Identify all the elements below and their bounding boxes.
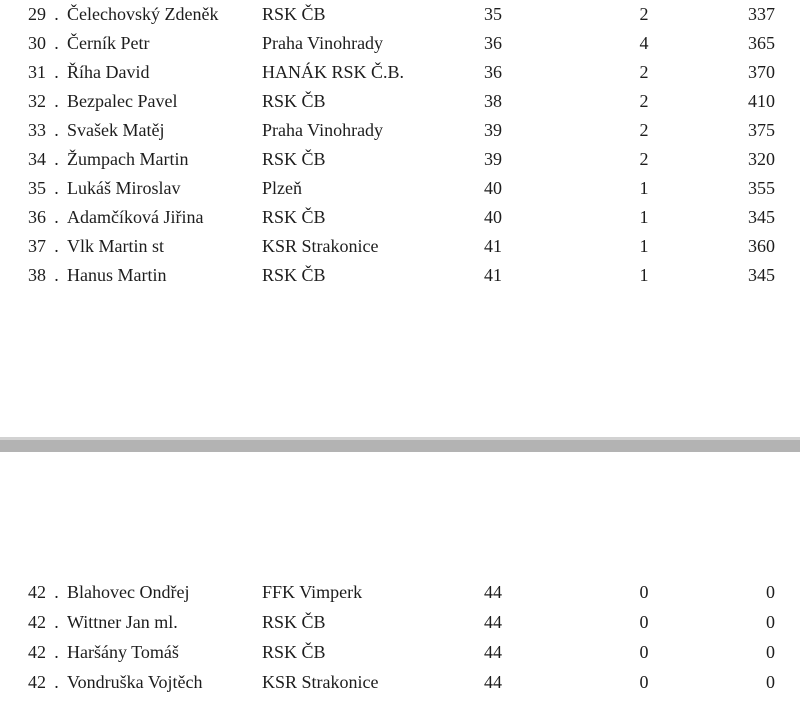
- score-b-cell: 4: [639, 33, 649, 53]
- score-a-cell: 40: [484, 178, 502, 198]
- rank-separator: .: [54, 120, 59, 140]
- score-b-cell: 0: [639, 612, 649, 632]
- score-b-cell: 2: [639, 91, 649, 111]
- rank-separator: .: [54, 612, 59, 632]
- results-row: [0, 667, 800, 697]
- score-c-cell: 370: [748, 62, 775, 82]
- club-cell: FFK Vimperk: [262, 582, 363, 602]
- rank-separator: .: [54, 582, 59, 602]
- club-cell: RSK ČB: [262, 642, 326, 662]
- results-row: [0, 607, 800, 637]
- rank-separator: .: [54, 236, 59, 256]
- club-cell: RSK ČB: [262, 265, 326, 285]
- score-c-cell: 345: [748, 265, 775, 285]
- rank-cell: 42: [28, 612, 46, 632]
- score-b-cell: 0: [639, 672, 649, 692]
- club-cell: RSK ČB: [262, 612, 326, 632]
- rank-cell: 35: [28, 178, 46, 198]
- score-b-cell: 1: [639, 178, 649, 198]
- score-a-cell: 44: [484, 612, 502, 632]
- club-cell: RSK ČB: [262, 91, 326, 111]
- rank-cell: 38: [28, 265, 46, 285]
- page-break-bar: [0, 437, 800, 452]
- score-b-cell: 1: [639, 265, 649, 285]
- score-c-cell: 365: [748, 33, 775, 53]
- club-cell: Praha Vinohrady: [262, 33, 384, 53]
- player-name-cell: Blahovec Ondřej: [67, 582, 190, 602]
- results-row: [0, 577, 800, 607]
- score-a-cell: 44: [484, 642, 502, 662]
- results-row: [0, 58, 800, 87]
- rank-cell: 32: [28, 91, 46, 111]
- results-row: [0, 232, 800, 261]
- score-b-cell: 2: [639, 120, 649, 140]
- score-a-cell: 36: [484, 33, 502, 53]
- results-row: [0, 145, 800, 174]
- score-c-cell: 0: [766, 672, 775, 692]
- score-b-cell: 2: [639, 149, 649, 169]
- player-name-cell: Adamčíková Jiřina: [67, 207, 204, 227]
- score-b-cell: 1: [639, 207, 649, 227]
- club-cell: Plzeň: [262, 178, 302, 198]
- rank-cell: 42: [28, 582, 46, 602]
- rank-cell: 42: [28, 642, 46, 662]
- rank-separator: .: [54, 207, 59, 227]
- club-cell: RSK ČB: [262, 207, 326, 227]
- results-row: [0, 116, 800, 145]
- rank-separator: .: [54, 62, 59, 82]
- score-b-cell: 1: [639, 236, 649, 256]
- score-b-cell: 2: [639, 62, 649, 82]
- results-row: [0, 87, 800, 116]
- score-c-cell: 0: [766, 642, 775, 662]
- score-b-cell: 0: [639, 642, 649, 662]
- rank-cell: 34: [28, 149, 46, 169]
- rank-cell: 33: [28, 120, 46, 140]
- score-a-cell: 40: [484, 207, 502, 227]
- rank-cell: 36: [28, 207, 46, 227]
- score-a-cell: 41: [484, 236, 502, 256]
- score-a-cell: 44: [484, 582, 502, 602]
- player-name-cell: Čelechovský Zdeněk: [67, 4, 219, 24]
- score-c-cell: 375: [748, 120, 775, 140]
- club-cell: HANÁK RSK Č.B.: [262, 62, 405, 82]
- results-row: [0, 174, 800, 203]
- rank-separator: .: [54, 4, 59, 24]
- player-name-cell: Říha David: [67, 62, 150, 82]
- results-row: [0, 637, 800, 667]
- rank-cell: 42: [28, 672, 46, 692]
- score-a-cell: 41: [484, 265, 502, 285]
- club-cell: KSR Strakonice: [262, 236, 379, 256]
- score-c-cell: 410: [748, 91, 775, 111]
- club-cell: KSR Strakonice: [262, 672, 379, 692]
- rank-separator: .: [54, 149, 59, 169]
- rank-cell: 30: [28, 33, 46, 53]
- score-b-cell: 2: [639, 4, 649, 24]
- player-name-cell: Hanus Martin: [67, 265, 167, 285]
- player-name-cell: Wittner Jan ml.: [67, 612, 178, 632]
- player-name-cell: Vlk Martin st: [67, 236, 164, 256]
- score-a-cell: 39: [484, 120, 502, 140]
- score-a-cell: 44: [484, 672, 502, 692]
- score-a-cell: 38: [484, 91, 502, 111]
- rank-cell: 37: [28, 236, 46, 256]
- score-a-cell: 35: [484, 4, 502, 24]
- results-table-upper-page: [0, 0, 800, 290]
- rank-cell: 29: [28, 4, 46, 24]
- rank-separator: .: [54, 672, 59, 692]
- score-c-cell: 355: [748, 178, 775, 198]
- score-c-cell: 345: [748, 207, 775, 227]
- score-c-cell: 0: [766, 612, 775, 632]
- player-name-cell: Lukáš Miroslav: [67, 178, 181, 198]
- results-row: [0, 0, 800, 29]
- results-row: [0, 203, 800, 232]
- results-row: [0, 261, 800, 290]
- rank-separator: .: [54, 91, 59, 111]
- rank-separator: .: [54, 642, 59, 662]
- player-name-cell: Žumpach Martin: [67, 149, 189, 169]
- player-name-cell: Haršány Tomáš: [67, 642, 179, 662]
- score-a-cell: 39: [484, 149, 502, 169]
- player-name-cell: Vondruška Vojtěch: [67, 672, 203, 692]
- results-row: [0, 29, 800, 58]
- club-cell: RSK ČB: [262, 4, 326, 24]
- club-cell: Praha Vinohrady: [262, 120, 384, 140]
- rank-separator: .: [54, 33, 59, 53]
- score-b-cell: 0: [639, 582, 649, 602]
- score-c-cell: 337: [748, 4, 775, 24]
- player-name-cell: Černík Petr: [67, 33, 150, 53]
- club-cell: RSK ČB: [262, 149, 326, 169]
- score-a-cell: 36: [484, 62, 502, 82]
- score-c-cell: 320: [748, 149, 775, 169]
- rank-separator: .: [54, 178, 59, 198]
- player-name-cell: Bezpalec Pavel: [67, 91, 178, 111]
- rank-separator: .: [54, 265, 59, 285]
- rank-cell: 31: [28, 62, 46, 82]
- score-c-cell: 0: [766, 582, 775, 602]
- score-c-cell: 360: [748, 236, 775, 256]
- results-table-lower-page: [0, 577, 800, 697]
- player-name-cell: Svašek Matěj: [67, 120, 165, 140]
